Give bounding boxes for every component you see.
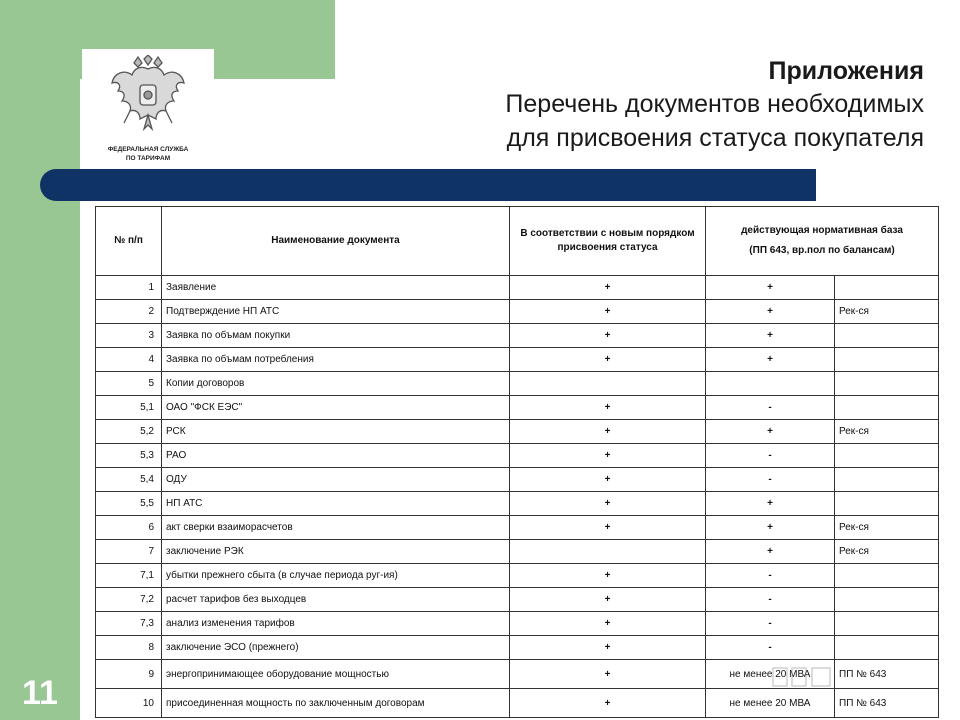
row-number: 9 xyxy=(96,660,162,689)
row-new-order-mark xyxy=(510,540,706,564)
page-subtitle-line2: для присвоения статуса покупателя xyxy=(506,124,924,152)
row-current-base-mark: не менее 20 МВА xyxy=(706,689,835,718)
row-number: 3 xyxy=(96,324,162,348)
watermark-logo-icon xyxy=(772,666,832,688)
row-number: 8 xyxy=(96,636,162,660)
row-document-name: акт сверки взаиморасчетов xyxy=(162,516,510,540)
row-new-order-mark: + xyxy=(510,348,706,372)
row-current-base-mark: + xyxy=(706,348,835,372)
row-new-order-mark: + xyxy=(510,492,706,516)
row-current-base-mark: - xyxy=(706,564,835,588)
row-document-name: энергопринимающее оборудование мощностью xyxy=(162,660,510,689)
row-note xyxy=(835,564,939,588)
row-new-order-mark: + xyxy=(510,468,706,492)
double-headed-eagle-emblem-icon xyxy=(104,55,192,143)
title-band xyxy=(40,169,816,201)
table-row xyxy=(96,396,939,420)
table-row xyxy=(96,636,939,660)
row-note xyxy=(835,372,939,396)
logo-caption-line2: ПО ТАРИФАМ xyxy=(125,155,171,162)
row-note xyxy=(835,324,939,348)
row-new-order-mark xyxy=(510,372,706,396)
row-number: 5,5 xyxy=(96,492,162,516)
table-row xyxy=(96,348,939,372)
page-title: Приложения xyxy=(768,57,924,85)
table-row xyxy=(96,420,939,444)
table-row xyxy=(96,276,939,300)
row-note xyxy=(835,636,939,660)
documents-table xyxy=(95,206,939,718)
slide-number: 11 xyxy=(22,674,58,712)
header-document-name: Наименование документа xyxy=(162,207,510,276)
row-new-order-mark: + xyxy=(510,612,706,636)
row-number: 5,2 xyxy=(96,420,162,444)
row-new-order-mark: + xyxy=(510,396,706,420)
table-row xyxy=(96,324,939,348)
row-current-base-mark: - xyxy=(706,636,835,660)
row-number: 5,3 xyxy=(96,444,162,468)
row-current-base-mark: + xyxy=(706,276,835,300)
row-new-order-mark: + xyxy=(510,636,706,660)
row-note xyxy=(835,444,939,468)
row-note: Рек-ся xyxy=(835,420,939,444)
row-new-order-mark: + xyxy=(510,444,706,468)
row-note xyxy=(835,588,939,612)
header-num: № п/п xyxy=(96,207,162,276)
row-note: ПП № 643 xyxy=(835,660,939,689)
row-number: 5,4 xyxy=(96,468,162,492)
row-current-base-mark: - xyxy=(706,468,835,492)
row-document-name: анализ изменения тарифов xyxy=(162,612,510,636)
row-current-base-mark: - xyxy=(706,396,835,420)
header-current-base xyxy=(706,207,939,276)
left-green-bar xyxy=(0,0,80,720)
page-subtitle-line1: Перечень документов необходимых xyxy=(505,90,924,118)
row-current-base-mark: не менее 20 МВА xyxy=(706,660,835,689)
header-new-order: В соответствии с новым порядком присвоения статуса xyxy=(510,207,706,276)
row-new-order-mark: + xyxy=(510,660,706,689)
row-number: 7 xyxy=(96,540,162,564)
row-number: 7,1 xyxy=(96,564,162,588)
row-current-base-mark: - xyxy=(706,444,835,468)
row-new-order-mark: + xyxy=(510,276,706,300)
header-current-base-note: (ПП 643, вр.пол по балансам) xyxy=(749,245,895,256)
row-note xyxy=(835,612,939,636)
table-header-row xyxy=(96,207,939,276)
row-number: 2 xyxy=(96,300,162,324)
row-number: 7,2 xyxy=(96,588,162,612)
row-current-base-mark: + xyxy=(706,516,835,540)
row-current-base-mark: + xyxy=(706,540,835,564)
row-note xyxy=(835,276,939,300)
table-row xyxy=(96,300,939,324)
row-document-name: НП АТС xyxy=(162,492,510,516)
table-row xyxy=(96,612,939,636)
row-document-name: Подтверждение НП АТС xyxy=(162,300,510,324)
table-row xyxy=(96,588,939,612)
row-document-name: Заявка по объмам покупки xyxy=(162,324,510,348)
row-document-name: Заявление xyxy=(162,276,510,300)
row-current-base-mark: + xyxy=(706,492,835,516)
row-document-name: заключение ЭСО (прежнего) xyxy=(162,636,510,660)
row-note: Рек-ся xyxy=(835,300,939,324)
row-current-base-mark: - xyxy=(706,612,835,636)
row-document-name: убытки прежнего сбыта (в случае периода руг-ия) xyxy=(162,564,510,588)
row-number: 5,1 xyxy=(96,396,162,420)
table-row xyxy=(96,540,939,564)
row-note: Рек-ся xyxy=(835,516,939,540)
row-note xyxy=(835,348,939,372)
row-number: 5 xyxy=(96,372,162,396)
row-number: 1 xyxy=(96,276,162,300)
row-new-order-mark: + xyxy=(510,689,706,718)
row-document-name: расчет тарифов без выходцев xyxy=(162,588,510,612)
row-document-name: РАО xyxy=(162,444,510,468)
row-new-order-mark: + xyxy=(510,516,706,540)
table-row xyxy=(96,372,939,396)
row-note xyxy=(835,492,939,516)
row-current-base-mark: + xyxy=(706,324,835,348)
row-document-name: Заявка по объмам потребления xyxy=(162,348,510,372)
row-document-name: ОДУ xyxy=(162,468,510,492)
row-document-name: присоединенная мощность по заключенным договорам xyxy=(162,689,510,718)
fst-logo xyxy=(82,49,214,171)
table-body xyxy=(96,276,939,718)
row-document-name: РСК xyxy=(162,420,510,444)
row-current-base-mark: + xyxy=(706,420,835,444)
table-row xyxy=(96,492,939,516)
table-row xyxy=(96,516,939,540)
row-document-name: ОАО "ФСК ЕЭС" xyxy=(162,396,510,420)
row-new-order-mark: + xyxy=(510,300,706,324)
row-current-base-mark: + xyxy=(706,300,835,324)
row-note xyxy=(835,468,939,492)
logo-caption-line1: ФЕДЕРАЛЬНАЯ СЛУЖБА xyxy=(107,146,189,153)
row-number: 4 xyxy=(96,348,162,372)
row-document-name: заключение РЭК xyxy=(162,540,510,564)
table-row xyxy=(96,689,939,718)
logo-caption xyxy=(82,145,214,163)
row-new-order-mark: + xyxy=(510,588,706,612)
row-current-base-mark xyxy=(706,372,835,396)
row-new-order-mark: + xyxy=(510,564,706,588)
table-row xyxy=(96,468,939,492)
row-number: 10 xyxy=(96,689,162,718)
row-new-order-mark: + xyxy=(510,324,706,348)
row-document-name: Копии договоров xyxy=(162,372,510,396)
table-row xyxy=(96,564,939,588)
row-number: 6 xyxy=(96,516,162,540)
row-note: Рек-ся xyxy=(835,540,939,564)
row-new-order-mark: + xyxy=(510,420,706,444)
row-current-base-mark: - xyxy=(706,588,835,612)
row-note: ПП № 643 xyxy=(835,689,939,718)
row-number: 7,3 xyxy=(96,612,162,636)
table-row xyxy=(96,444,939,468)
header-current-base-label: действующая нормативная база xyxy=(741,225,903,236)
row-note xyxy=(835,396,939,420)
